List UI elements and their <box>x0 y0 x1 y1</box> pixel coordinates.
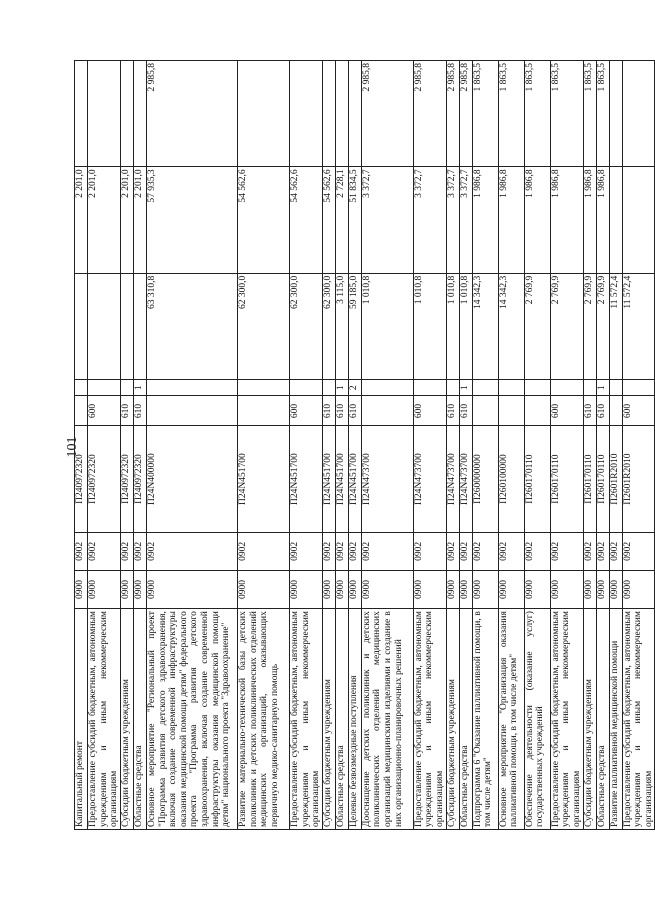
row-section: 0902 <box>75 532 88 570</box>
row-name: Основное мероприятие "Организация оказания паллиативной помощи, в том числе детям" <box>498 609 524 830</box>
row-section: 0902 <box>322 532 335 570</box>
row-name: Предоставление субсидий бюджетным, автономным учреждениям и иным некоммерческим организациям <box>550 609 583 830</box>
row-section: 0902 <box>348 532 361 570</box>
row-source-code <box>237 380 289 396</box>
row-target-article: П2601R2010 <box>609 426 622 532</box>
row-name: Предоставление субсидий бюджетным, автономным учреждениям и иным некоммерческим организациям <box>289 609 322 830</box>
row-amount-2: 51 834,5 <box>348 167 361 273</box>
row-amount-1: 1 010,8 <box>413 273 446 379</box>
row-expense-type <box>524 396 550 426</box>
row-section: 0902 <box>335 532 348 570</box>
row-source-code <box>361 380 413 396</box>
row-expense-type: 600 <box>550 396 583 426</box>
row-grbs: 0900 <box>289 570 322 608</box>
row-target-article: П260100000 <box>498 426 524 532</box>
row-amount-2: 1 986,8 <box>472 167 498 273</box>
row-section: 0902 <box>289 532 322 570</box>
row-grbs: 0900 <box>472 570 498 608</box>
row-source-code: 1 <box>335 380 348 396</box>
row-target-article: П240972320 <box>133 426 146 532</box>
row-amount-1: 59 185,0 <box>348 273 361 379</box>
row-amount-3 <box>88 61 121 167</box>
row-grbs: 0900 <box>446 570 459 608</box>
row-target-article: П240972320 <box>75 426 88 532</box>
row-expense-type <box>498 396 524 426</box>
row-target-article: П24N451700 <box>322 426 335 532</box>
row-grbs: 0900 <box>88 570 121 608</box>
row-name: Предоставление субсидий бюджетным, автономным учреждениям и иным некоммерческим организациям <box>622 609 655 830</box>
row-amount-1: 1 010,8 <box>459 273 472 379</box>
row-grbs: 0900 <box>237 570 289 608</box>
row-expense-type: 610 <box>120 396 133 426</box>
row-amount-2: 54 562,6 <box>237 167 289 273</box>
row-expense-type: 600 <box>413 396 446 426</box>
table-row <box>335 61 348 830</box>
row-section: 0902 <box>550 532 583 570</box>
row-amount-2: 1 986,8 <box>524 167 550 273</box>
row-expense-type: 600 <box>88 396 121 426</box>
row-name: Областные средства <box>335 609 348 830</box>
row-amount-1: 2 769,9 <box>596 273 609 379</box>
row-name: Капитальный ремонт <box>75 609 88 830</box>
row-expense-type <box>146 396 237 426</box>
row-amount-2: 1 986,8 <box>498 167 524 273</box>
row-amount-3: 1 863,5 <box>596 61 609 167</box>
row-section: 0902 <box>609 532 622 570</box>
row-name: Предоставление субсидий бюджетным, автономным учреждениям и иным некоммерческим организациям <box>413 609 446 830</box>
row-section: 0902 <box>524 532 550 570</box>
row-section: 0902 <box>88 532 121 570</box>
row-expense-type <box>75 396 88 426</box>
row-source-code: 2 <box>348 380 361 396</box>
row-section: 0902 <box>120 532 133 570</box>
row-section: 0902 <box>413 532 446 570</box>
table-row <box>498 61 524 830</box>
row-amount-2: 2 728,1 <box>335 167 348 273</box>
row-amount-1: 11 572,4 <box>622 273 655 379</box>
row-name: Субсидии бюджетным учреждениям <box>446 609 459 830</box>
row-section: 0902 <box>237 532 289 570</box>
table-row <box>472 61 498 830</box>
row-name: Областные средства <box>133 609 146 830</box>
row-amount-3 <box>133 61 146 167</box>
row-expense-type: 600 <box>289 396 322 426</box>
table-row <box>146 61 237 830</box>
row-source-code <box>289 380 322 396</box>
page-number: 101 <box>65 436 80 458</box>
table-row <box>361 61 413 830</box>
row-name: Обеспечение деятельности (оказание услуг) государственных учреждений <box>524 609 550 830</box>
row-grbs: 0900 <box>524 570 550 608</box>
row-grbs: 0900 <box>583 570 596 608</box>
row-grbs: 0900 <box>361 570 413 608</box>
row-amount-3: 2 985,8 <box>146 61 237 167</box>
row-expense-type <box>609 396 622 426</box>
row-name: Областные средства <box>596 609 609 830</box>
row-grbs: 0900 <box>413 570 446 608</box>
row-target-article: П24N451700 <box>289 426 322 532</box>
table-row <box>446 61 459 830</box>
row-section: 0902 <box>459 532 472 570</box>
row-amount-2: 1 986,8 <box>583 167 596 273</box>
table-row <box>459 61 472 830</box>
row-amount-1 <box>120 273 133 379</box>
row-grbs: 0900 <box>459 570 472 608</box>
row-amount-1: 62 300,0 <box>289 273 322 379</box>
row-amount-3: 2 985,8 <box>446 61 459 167</box>
row-target-article: П260170110 <box>550 426 583 532</box>
table-row <box>133 61 146 830</box>
row-source-code <box>622 380 655 396</box>
row-expense-type <box>361 396 413 426</box>
row-amount-1: 14 342,3 <box>472 273 498 379</box>
row-source-code: 1 <box>133 380 146 396</box>
row-amount-1: 1 010,8 <box>446 273 459 379</box>
row-section: 0902 <box>446 532 459 570</box>
table-row <box>550 61 583 830</box>
row-amount-2: 3 372,7 <box>446 167 459 273</box>
row-amount-2: 2 201,0 <box>75 167 88 273</box>
row-name: Субсидии бюджетным учреждениям <box>322 609 335 830</box>
row-target-article: П24N473700 <box>361 426 413 532</box>
row-amount-1: 14 342,3 <box>498 273 524 379</box>
row-grbs: 0900 <box>75 570 88 608</box>
row-amount-3 <box>322 61 335 167</box>
row-section: 0902 <box>146 532 237 570</box>
row-section: 0902 <box>472 532 498 570</box>
row-amount-1: 1 010,8 <box>361 273 413 379</box>
row-grbs: 0900 <box>120 570 133 608</box>
row-name: Основное мероприятие "Региональный проект "Программа развития детского здравоохранения, включая создание современной инфраструктуры оказания медицинской помощи детям" федерального проекта "Программа развития детского здравоохранения, включая создание современной инфраструктуры оказания медицинской помощи детям" национального проекта "Здравоохранение" <box>146 609 237 830</box>
table-row <box>348 61 361 830</box>
table-row <box>289 61 322 830</box>
table-row <box>75 61 88 830</box>
row-source-code <box>609 380 622 396</box>
row-amount-2: 2 201,0 <box>88 167 121 273</box>
row-amount-1: 2 769,9 <box>583 273 596 379</box>
table-row <box>524 61 550 830</box>
row-amount-3: 1 863,5 <box>524 61 550 167</box>
row-grbs: 0900 <box>348 570 361 608</box>
table-row <box>88 61 121 830</box>
row-amount-3: 1 863,5 <box>498 61 524 167</box>
row-source-code: 1 <box>459 380 472 396</box>
row-target-article: П24N473700 <box>459 426 472 532</box>
row-expense-type: 610 <box>596 396 609 426</box>
row-amount-3: 1 863,5 <box>550 61 583 167</box>
row-source-code <box>524 380 550 396</box>
budget-table-container <box>74 60 654 830</box>
row-expense-type: 610 <box>446 396 459 426</box>
row-amount-1: 62 300,0 <box>237 273 289 379</box>
row-amount-3: 2 985,8 <box>361 61 413 167</box>
row-grbs: 0900 <box>596 570 609 608</box>
row-name: Областные средства <box>459 609 472 830</box>
row-grbs: 0900 <box>622 570 655 608</box>
row-amount-3 <box>237 61 289 167</box>
row-target-article: П240972320 <box>120 426 133 532</box>
row-expense-type: 610 <box>335 396 348 426</box>
row-expense-type: 610 <box>583 396 596 426</box>
row-amount-3 <box>622 61 655 167</box>
row-target-article: П260000000 <box>472 426 498 532</box>
row-source-code <box>446 380 459 396</box>
row-grbs: 0900 <box>322 570 335 608</box>
row-name: Подпрограмма 6 "Оказание паллиативной помощи, в том числе детям" <box>472 609 498 830</box>
row-name: Субсидии бюджетным учреждениям <box>583 609 596 830</box>
row-amount-3 <box>75 61 88 167</box>
row-source-code <box>550 380 583 396</box>
row-expense-type <box>237 396 289 426</box>
row-name: Развитие материально-технической базы детских поликлиник и детских поликлинических отделений медицинских организаций, оказывающих первичную медико-санитарную помощь <box>237 609 289 830</box>
row-amount-1: 62 300,0 <box>322 273 335 379</box>
row-section: 0902 <box>133 532 146 570</box>
row-target-article: П24N451700 <box>335 426 348 532</box>
row-amount-3: 1 863,5 <box>472 61 498 167</box>
row-amount-2: 2 201,0 <box>120 167 133 273</box>
row-amount-1: 2 769,9 <box>524 273 550 379</box>
row-amount-2: 2 201,0 <box>133 167 146 273</box>
row-grbs: 0900 <box>146 570 237 608</box>
row-section: 0902 <box>361 532 413 570</box>
row-amount-2: 3 372,7 <box>413 167 446 273</box>
row-section: 0902 <box>596 532 609 570</box>
row-section: 0902 <box>583 532 596 570</box>
row-grbs: 0900 <box>133 570 146 608</box>
row-amount-2: 1 986,8 <box>550 167 583 273</box>
row-target-article: П2601R2010 <box>622 426 655 532</box>
row-name: Предоставление субсидий бюджетным, автономным учреждениям и иным некоммерческим организациям <box>88 609 121 830</box>
row-target-article: П24N451700 <box>237 426 289 532</box>
row-amount-1: 11 572,4 <box>609 273 622 379</box>
row-section: 0902 <box>498 532 524 570</box>
row-name: Дооснащение детских поликлиник и детских поликлинических отделений медицинских организаций медицинскими изделиями и создание в них организационно-планировочных решений <box>361 609 413 830</box>
row-name: Субсидии бюджетным учреждениям <box>120 609 133 830</box>
row-amount-3 <box>348 61 361 167</box>
table-row <box>583 61 596 830</box>
row-source-code <box>75 380 88 396</box>
row-source-code <box>322 380 335 396</box>
row-source-code <box>88 380 121 396</box>
row-target-article: П24N473700 <box>413 426 446 532</box>
table-row <box>237 61 289 830</box>
row-amount-1 <box>88 273 121 379</box>
budget-table <box>74 60 655 830</box>
row-target-article: П260170110 <box>524 426 550 532</box>
row-amount-1: 3 115,0 <box>335 273 348 379</box>
row-grbs: 0900 <box>498 570 524 608</box>
table-row <box>413 61 446 830</box>
row-amount-2: 54 562,6 <box>289 167 322 273</box>
row-amount-1 <box>75 273 88 379</box>
row-amount-2: 1 986,8 <box>596 167 609 273</box>
row-amount-1: 2 769,9 <box>550 273 583 379</box>
table-row <box>596 61 609 830</box>
row-name: Развитие паллиативной медицинской помощи <box>609 609 622 830</box>
row-section: 0902 <box>622 532 655 570</box>
row-source-code <box>120 380 133 396</box>
table-row <box>622 61 655 830</box>
row-amount-3 <box>120 61 133 167</box>
row-amount-3 <box>289 61 322 167</box>
row-expense-type: 610 <box>133 396 146 426</box>
row-amount-3: 2 985,8 <box>459 61 472 167</box>
row-source-code <box>498 380 524 396</box>
row-amount-2: 3 372,7 <box>459 167 472 273</box>
row-amount-3 <box>609 61 622 167</box>
table-row <box>120 61 133 830</box>
row-expense-type: 600 <box>622 396 655 426</box>
row-target-article: П24N451700 <box>348 426 361 532</box>
row-amount-2 <box>609 167 622 273</box>
row-source-code <box>583 380 596 396</box>
row-expense-type: 610 <box>348 396 361 426</box>
row-expense-type: 610 <box>322 396 335 426</box>
table-row <box>322 61 335 830</box>
row-target-article: П260170110 <box>583 426 596 532</box>
row-source-code <box>472 380 498 396</box>
row-target-article: П240972320 <box>88 426 121 532</box>
row-target-article: П24N400000 <box>146 426 237 532</box>
row-amount-2: 57 935,3 <box>146 167 237 273</box>
row-target-article: П260170110 <box>596 426 609 532</box>
row-amount-1 <box>133 273 146 379</box>
row-source-code <box>413 380 446 396</box>
table-row <box>609 61 622 830</box>
row-grbs: 0900 <box>550 570 583 608</box>
row-target-article: П24N473700 <box>446 426 459 532</box>
row-amount-2: 3 372,7 <box>361 167 413 273</box>
row-grbs: 0900 <box>609 570 622 608</box>
row-amount-3: 1 863,5 <box>583 61 596 167</box>
row-expense-type: 610 <box>459 396 472 426</box>
row-expense-type <box>472 396 498 426</box>
row-source-code <box>146 380 237 396</box>
row-amount-2 <box>622 167 655 273</box>
row-amount-1: 63 310,8 <box>146 273 237 379</box>
row-amount-2: 54 562,6 <box>322 167 335 273</box>
row-grbs: 0900 <box>335 570 348 608</box>
row-source-code: 1 <box>596 380 609 396</box>
row-amount-3 <box>335 61 348 167</box>
row-name: Целевые безвозмездные поступления <box>348 609 361 830</box>
row-amount-3: 2 985,8 <box>413 61 446 167</box>
